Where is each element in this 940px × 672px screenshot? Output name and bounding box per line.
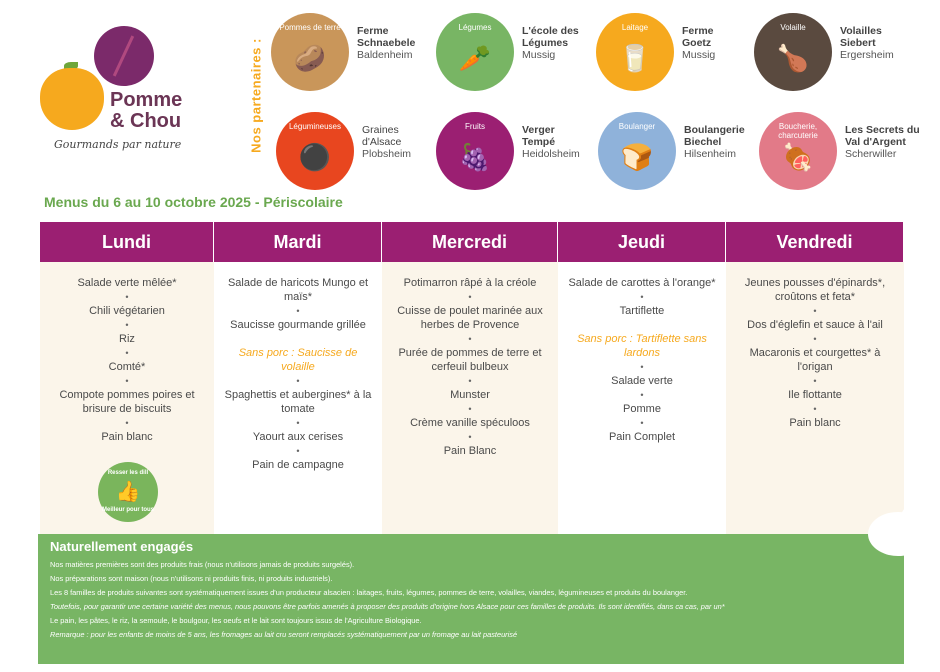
ham-icon: 🍖 bbox=[781, 141, 815, 172]
dish: Dos d'églefin et sauce à l'ail bbox=[747, 319, 883, 331]
dish: Potimarron râpé à la créole bbox=[403, 277, 537, 289]
partner-badge bbox=[436, 13, 514, 91]
partner-city: Hilsenheim bbox=[684, 148, 736, 160]
day-menu bbox=[558, 262, 726, 534]
pork-free-alternative: Sans porc : Saucisse de volaille bbox=[238, 347, 358, 373]
dish: Chili végétarien bbox=[89, 305, 165, 317]
dish: Comté* bbox=[108, 361, 146, 373]
dish: Salade verte mêlée* bbox=[77, 277, 177, 289]
partner-card bbox=[436, 13, 606, 93]
day-column-jeudi bbox=[558, 222, 726, 534]
day-header: Mercredi bbox=[382, 222, 558, 262]
separator-dot: • bbox=[640, 390, 644, 400]
separator-dot: • bbox=[640, 292, 644, 302]
dish: Pomme bbox=[623, 403, 661, 415]
commitment-line: Remarque : pour les enfants de moins de 5 ans, les fromages au lait cru seront remplacés systématiquement par un fromage au lait pasteurisé bbox=[50, 630, 518, 639]
partner-category: Volaille bbox=[780, 23, 806, 32]
partner-card bbox=[754, 13, 924, 93]
partner-category: Boucherie, charcuterie bbox=[778, 122, 818, 140]
day-header: Lundi bbox=[40, 222, 214, 262]
partner-badge bbox=[271, 13, 349, 91]
separator-dot: • bbox=[468, 404, 472, 414]
dish: Cuisse de poulet marinée aux herbes de Provence bbox=[397, 305, 543, 331]
partner-city: Mussig bbox=[522, 49, 556, 61]
commitment-line: Les 8 familles de produits suivantes sont systématiquement issues d'un producteur alsacien : laitages, fruits, légumes, pommes de terre, volailles, viandes, légumineuses et produits du boulanger. bbox=[50, 588, 688, 597]
separator-dot: • bbox=[640, 418, 644, 428]
partner-name: Boulangerie Biechel bbox=[684, 124, 745, 148]
separator-dot: • bbox=[640, 362, 644, 372]
partner-name: Ferme Schnaebele bbox=[357, 25, 416, 49]
thumbs-up-icon: 👍 bbox=[115, 481, 141, 503]
day-header: Mardi bbox=[214, 222, 382, 262]
day-column-vendredi bbox=[726, 222, 904, 534]
dish: Salade verte bbox=[611, 375, 673, 387]
dish: Pain Blanc bbox=[443, 445, 497, 457]
partner-name: L'école des Légumes bbox=[522, 25, 579, 49]
pork-free-alternative: Sans porc : Tartiflette sans lardons bbox=[577, 333, 707, 359]
partner-city: Mussig bbox=[682, 49, 716, 61]
partner-card bbox=[759, 112, 929, 192]
partner-name: Volailles Siebert bbox=[840, 25, 882, 49]
cabbage-icon bbox=[94, 26, 154, 86]
weekly-menu bbox=[40, 222, 904, 534]
day-header: Jeudi bbox=[558, 222, 726, 262]
dish: Pain de campagne bbox=[252, 459, 344, 471]
dish: Riz bbox=[119, 333, 135, 345]
partner-category: Boulanger bbox=[618, 122, 656, 131]
dish: Spaghettis et aubergines* à la tomate bbox=[224, 389, 372, 415]
carrot-icon: 🥕 bbox=[458, 42, 492, 73]
badge-text: Resser les dill bbox=[107, 470, 149, 476]
apple-icon bbox=[40, 68, 104, 130]
separator-dot: • bbox=[813, 404, 817, 414]
day-menu bbox=[214, 262, 382, 534]
dish: Macaronis et courgettes* à l'origan bbox=[749, 347, 881, 373]
partner-badge bbox=[754, 13, 832, 91]
day-column-mardi bbox=[214, 222, 382, 534]
separator-dot: • bbox=[813, 376, 817, 386]
dish: Salade de carottes à l'orange* bbox=[568, 277, 716, 289]
separator-dot: • bbox=[125, 376, 129, 386]
dish: Crème vanille spéculoos bbox=[410, 417, 530, 429]
partner-category: Fruits bbox=[465, 122, 485, 131]
separator-dot: • bbox=[125, 418, 129, 428]
separator-dot: • bbox=[296, 376, 300, 386]
separator-dot: • bbox=[125, 292, 129, 302]
dish: Ile flottante bbox=[788, 389, 842, 401]
commitment-line: Le pain, les pâtes, le riz, la semoule, le boulgour, les oeufs et le lait sont toujours issus de l'Agriculture Biologique. bbox=[50, 616, 422, 625]
partner-name: Ferme Goetz bbox=[682, 25, 714, 49]
partner-badge bbox=[598, 112, 676, 190]
separator-dot: • bbox=[125, 320, 129, 330]
partner-card bbox=[436, 112, 606, 192]
partner-badge bbox=[759, 112, 837, 190]
separator-dot: • bbox=[468, 432, 472, 442]
commitments-title: Naturellement engagés bbox=[50, 539, 194, 554]
partner-category: Laitage bbox=[621, 23, 649, 32]
partner-name: Verger Tempé bbox=[522, 124, 556, 148]
separator-dot: • bbox=[296, 306, 300, 316]
spacer bbox=[214, 332, 382, 346]
partner-city: Baldenheim bbox=[357, 49, 413, 61]
bread-icon: 🍞 bbox=[620, 141, 654, 172]
separator-dot: • bbox=[813, 306, 817, 316]
menu-title: Menus du 6 au 10 octobre 2025 - Périscolaire bbox=[44, 194, 343, 210]
partner-card bbox=[596, 13, 766, 93]
day-column-mercredi bbox=[382, 222, 558, 534]
partner-card bbox=[271, 13, 441, 93]
separator-dot: • bbox=[125, 348, 129, 358]
partner-city: Ergersheim bbox=[840, 49, 894, 61]
commitment-line: Nos préparations sont maison (nous n'utilisons ni produits finis, ni produits industriels). bbox=[50, 574, 333, 583]
partner-name: Graines d'Alsace bbox=[362, 124, 402, 148]
dish: Jeunes pousses d'épinards*, croûtons et feta* bbox=[744, 277, 886, 303]
partner-badge bbox=[596, 13, 674, 91]
separator-dot: • bbox=[468, 292, 472, 302]
chicken-icon: 🍗 bbox=[776, 42, 810, 73]
dish: Purée de pommes de terre et cerfeuil bulbeux bbox=[398, 347, 542, 373]
partner-category: Légumineuses bbox=[288, 122, 342, 131]
commitments-panel bbox=[38, 534, 904, 664]
separator-dot: • bbox=[296, 418, 300, 428]
commitment-line: Nos matières premières sont des produits frais (nous n'utilisons jamais de produits surgelés). bbox=[50, 560, 355, 569]
separator-dot: • bbox=[468, 376, 472, 386]
dish: Pain blanc bbox=[789, 417, 841, 429]
partner-card bbox=[598, 112, 768, 192]
partner-city: Heidolsheim bbox=[522, 148, 580, 160]
grapes-icon: 🍇 bbox=[458, 141, 492, 172]
day-menu bbox=[726, 262, 904, 534]
brand-name: Pomme & Chou bbox=[110, 89, 183, 132]
brand-tagline: Gourmands par nature bbox=[54, 138, 182, 151]
dish: Pain Complet bbox=[608, 431, 676, 443]
dish: Saucisse gourmande grillée bbox=[230, 319, 366, 331]
beans-icon: ⚫ bbox=[298, 141, 332, 172]
dish: Tartiflette bbox=[619, 305, 665, 317]
partner-category: Pommes de terre bbox=[279, 23, 341, 32]
partner-city: Plobsheim bbox=[362, 148, 412, 160]
partners-label: Nos partenaires : bbox=[248, 38, 264, 153]
dish: Pain blanc bbox=[101, 431, 153, 443]
partner-name: Les Secrets du Val d'Argent bbox=[845, 124, 920, 148]
separator-dot: • bbox=[813, 334, 817, 344]
potato-icon: 🥔 bbox=[293, 42, 327, 73]
separator-dot: • bbox=[296, 446, 300, 456]
milk-carton-icon: 🥛 bbox=[618, 42, 652, 73]
commitment-line: Toutefois, pour garantir une certaine variété des menus, nous pouvons être parfois amenés à proposer des produits d'origine hors Alsace pour ces familles de produits. Ils sont identifiés, dans ca cas, par un* bbox=[50, 602, 725, 611]
partner-badge bbox=[436, 112, 514, 190]
partner-category: Légumes bbox=[458, 23, 492, 32]
day-column-lundi bbox=[40, 222, 214, 534]
dish: Compote pommes poires et brisure de biscuits bbox=[59, 389, 195, 415]
separator-dot: • bbox=[468, 334, 472, 344]
badge-stamp bbox=[98, 462, 158, 522]
badge-text: Meilleur pour tous bbox=[101, 507, 154, 513]
day-header: Vendredi bbox=[726, 222, 904, 262]
spacer bbox=[558, 318, 726, 332]
partner-badge bbox=[276, 112, 354, 190]
partner-card bbox=[276, 112, 446, 192]
dish: Yaourt aux cerises bbox=[252, 431, 344, 443]
partner-city: Scherwiller bbox=[845, 148, 897, 160]
dish: Salade de haricots Mungo et maïs* bbox=[227, 277, 369, 303]
brand-logo bbox=[38, 22, 198, 162]
dish: Munster bbox=[450, 389, 490, 401]
day-menu bbox=[382, 262, 558, 534]
